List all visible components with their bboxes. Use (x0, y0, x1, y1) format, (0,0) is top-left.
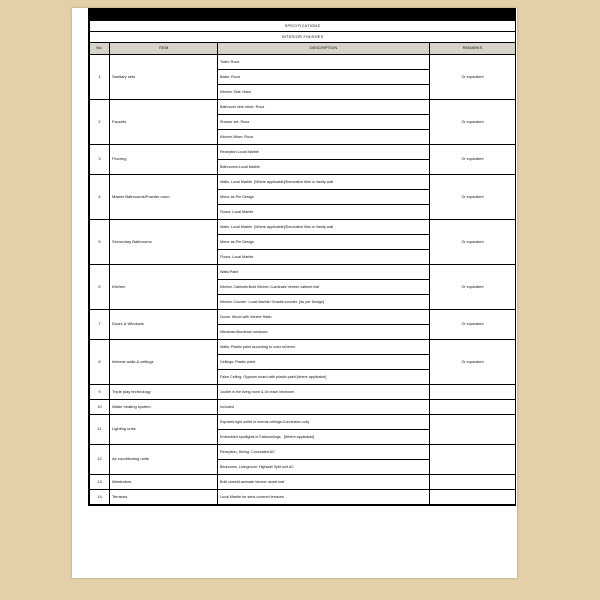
row-description: False Ceiling: Gypsum board with plastic paint [where applicable] (218, 370, 430, 385)
row-number: 9 (90, 385, 110, 400)
row-item: Secondary Bathrooms (110, 220, 218, 265)
table-row (90, 265, 516, 280)
row-number: 10 (90, 400, 110, 415)
row-remarks: Or equivalent (430, 100, 516, 145)
row-remarks: Or equivalent (430, 55, 516, 100)
table-row (90, 100, 516, 115)
row-item: Doors & Windows (110, 310, 218, 340)
row-description: Bathroom sink mixer: Roca (218, 100, 430, 115)
row-remarks: Or equivalent (430, 340, 516, 385)
row-item: Air conditioning units (110, 445, 218, 475)
table-row (90, 445, 516, 460)
row-remarks: Or equivalent (430, 310, 516, 340)
row-item: Water heating system (110, 400, 218, 415)
row-item: Terraces (110, 490, 218, 505)
table-row (90, 415, 516, 430)
row-description: Mirror as Per Design (218, 190, 430, 205)
specifications-sheet (88, 8, 516, 506)
header-black-bar (89, 8, 515, 20)
row-description: Floors: Local Marble (218, 250, 430, 265)
row-number: 7 (90, 310, 110, 340)
table-row (90, 490, 516, 505)
table-row (90, 175, 516, 190)
column-header-no: No. (90, 43, 110, 55)
row-number: 3 (90, 145, 110, 175)
row-remarks: Or equivalent (430, 175, 516, 220)
row-description: Bedrooms, Livingroom: Highwall Split unit AC (218, 460, 430, 475)
row-description: Reception:Local Marble (218, 145, 430, 160)
row-item: Master Bathrooms/Powder room (110, 175, 218, 220)
row-remarks (430, 415, 516, 445)
table-row (90, 145, 516, 160)
row-description: Bathrooms:Local Marble (218, 160, 430, 175)
row-remarks (430, 445, 516, 475)
row-description: Local Marble for semi-covered terraces (218, 490, 430, 505)
specifications-table (89, 20, 516, 505)
row-remarks: Or equivalent (430, 220, 516, 265)
row-item: Flooring (110, 145, 218, 175)
table-header-row (90, 43, 516, 55)
row-description: Kitchen Cabinets:Built Kitchen /Laminate Veneer cabinet leaf (218, 280, 430, 295)
row-description: Kitchen Counter: Local Marble/ Granite:counter. [As per Design] (218, 295, 430, 310)
row-item: Faucets (110, 100, 218, 145)
row-item: Sanitary sets (110, 55, 218, 100)
row-description: Reception, Dining: Concealed AC (218, 445, 430, 460)
row-number: 13 (90, 475, 110, 490)
row-description: Kitchen Sink: Hans (218, 85, 430, 100)
row-item: Triple play technology (110, 385, 218, 400)
row-number: 11 (90, 415, 110, 445)
row-description: Included (218, 400, 430, 415)
row-description: Toilet: Roca (218, 55, 430, 70)
document-title: SPECIFICATIONS (90, 21, 516, 32)
row-description: Doors: Wood with Veneer finish. (218, 310, 430, 325)
document-subtitle-row (90, 32, 516, 43)
document-subtitle: INTERIOR FINISHES (90, 32, 516, 43)
row-remarks (430, 385, 516, 400)
row-remarks (430, 475, 516, 490)
row-description: Embedded spotlights in Falseceilings . [Where applicable] (218, 430, 430, 445)
row-description: Built closet/Laminate Veneer closet leaf (218, 475, 430, 490)
table-row (90, 400, 516, 415)
row-description: Exposed light outlet in normal ceilings:Connection only (218, 415, 430, 430)
row-description: Walls:Paint (218, 265, 430, 280)
column-header-remarks: REMARKS (430, 43, 516, 55)
row-item: Kitchen (110, 265, 218, 310)
row-number: 2 (90, 100, 110, 145)
row-number: 5 (90, 220, 110, 265)
row-description: Kitchen Mixer: Roca (218, 130, 430, 145)
row-number: 8 (90, 340, 110, 385)
row-description: Basin: Roca (218, 70, 430, 85)
row-description: 1outlet in the living room & 1in each bedroom . (218, 385, 430, 400)
row-number: 12 (90, 445, 110, 475)
row-description: Windows:Aluminum windows (218, 325, 430, 340)
row-item: Lighting units (110, 415, 218, 445)
row-remarks (430, 490, 516, 505)
document-title-row (90, 21, 516, 32)
document-page (72, 8, 517, 578)
row-item: Wardrobes (110, 475, 218, 490)
column-header-description: DESCRIPTION (218, 43, 430, 55)
row-number: 14 (90, 490, 110, 505)
row-description: Walls: Local Marble. [Where applicable]/Decorative tiles in Vanity wall (218, 175, 430, 190)
row-number: 6 (90, 265, 110, 310)
table-row (90, 310, 516, 325)
table-row (90, 55, 516, 70)
row-description: Mirror as Per Design (218, 235, 430, 250)
row-description: Walls: Plastic paint according to color scheme. (218, 340, 430, 355)
row-remarks: Or equivalent (430, 265, 516, 310)
row-number: 1 (90, 55, 110, 100)
row-description: Floors: Local Marble (218, 205, 430, 220)
row-remarks: Or equivalent (430, 145, 516, 175)
table-row (90, 385, 516, 400)
table-row (90, 475, 516, 490)
row-number: 4 (90, 175, 110, 220)
column-header-item: ITEM (110, 43, 218, 55)
table-row (90, 340, 516, 355)
row-item: Internal walls & ceilings (110, 340, 218, 385)
row-description: Shower set: Roca (218, 115, 430, 130)
table-row (90, 220, 516, 235)
row-description: Walls: Local Marble. [Where applicable]/Decorative tiles in Vanity wall (218, 220, 430, 235)
row-remarks (430, 400, 516, 415)
row-description: Ceilings: Plastic paint. (218, 355, 430, 370)
